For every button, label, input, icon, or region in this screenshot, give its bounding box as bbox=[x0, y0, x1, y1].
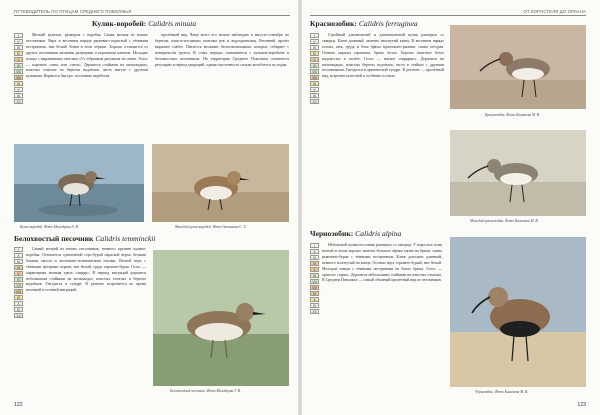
month-cell: I bbox=[14, 247, 23, 252]
month-cell: V bbox=[310, 267, 319, 272]
chernozobik-text: Небольшой кулик-песочник размером со скворца. У взрослых птиц весной и летом хорошо заметно большое чёрное пятно на брюхе, спина рыжевато-бурая с тёмными пестринами. Клюв довольно длинный, немного изогнутый на конце. Осенью верх серовато-бурый, низ белый. Молодые птицы с тёмными пестринами на боках брюха. Голос — хриплое «трии». Держится небольшими стайками на илистых отмелях. В Среднем Поволжье — самый обычный пролётный вид из песочников. bbox=[322, 243, 442, 283]
month-cell: VIII bbox=[15, 75, 22, 80]
species1-text-col2: пролётный вид. Чаще всего его можно наблюдать в августе-сентябре по берегам, илисто-песчаным отмелям рек и водохранилищ. Весенний пролёт выражен слабее. Питается мелкими беспозвоночными, которых собирает с поверхности грунта. В стаях нередко смешивается с куликом-воробьём и белохвостым песочником. На территории Среднего Поволжья отмечается регулярно в период миграций, однако численность сильно колеблется по годам. bbox=[155, 33, 289, 67]
month-cell: XII bbox=[310, 99, 319, 104]
month-cell: VIII bbox=[311, 75, 318, 80]
krasnozobik-text: Стройный длинноногий и длинноклювый кулик размером со скворца. Клюв длинный, заметно изогнутый книзу. В весеннем наряде голова, шея, грудь и бока брюха красновато-ржавые, спина пёстрая. Осенью окраска сероватая, брюхо белое. Хорошо заметное белое надхвостье в полёте. Голос — мягкое «чирррип». Держится на мелководьях, илистых берегах водоёмов, часто в стайках с другими песочниками. Гнездится в арктической тундре. В регионе — пролётный вид, встречается весной и особенно осенью. bbox=[322, 33, 444, 79]
month-cell: VI bbox=[310, 63, 319, 68]
month-cell: III bbox=[310, 45, 319, 50]
photo-belokhvosty-pesochnik bbox=[153, 250, 289, 386]
month-cell: II bbox=[310, 249, 319, 254]
species-name: Краснозобик bbox=[310, 19, 355, 28]
left-running-head: ПУТЕВОДИТЕЛЬ ПО ПТИЦАМ СРЕДНЕГО ПОВОЛЖЬЯ bbox=[14, 9, 132, 14]
month-cell: XI bbox=[310, 303, 319, 308]
species-name: Чернозобик bbox=[310, 229, 351, 238]
month-calendar-species2 bbox=[14, 247, 23, 319]
month-cell: III bbox=[310, 255, 319, 260]
month-cell: IV bbox=[14, 265, 23, 270]
photo-krasnozobik-juvenile bbox=[450, 130, 586, 216]
month-cell: VII bbox=[14, 283, 23, 288]
species-title-belokhvosty-pesochnik bbox=[14, 234, 155, 243]
species-title-krasnozobik: Краснозобик: Calidris ferruginea bbox=[310, 19, 418, 28]
month-cell: IV bbox=[14, 51, 23, 56]
photo-chernozobik bbox=[450, 237, 586, 387]
month-cell: II bbox=[310, 39, 319, 44]
month-calendar-krasnozobik bbox=[310, 33, 319, 105]
species2-text: Самый мелкий из наших песочников, немного крупнее кулика-воробья. Отличается однотонной серо-бурой окраской верха, белыми боками хвоста и желтовато-зеленоватыми ногами. Весной верх с тёмными центрами перьев, низ белый, грудь серовато-бурая. Голос — характерная звонкая трель «тиррр». В период миграций держится небольшими стайками на мелководье, илистых отмелях и берегах водоёмов. Гнездится в тундре. В регионе встречается во время весенней и осенней миграций. bbox=[26, 247, 146, 293]
month-cell: XI bbox=[14, 307, 23, 312]
photo-kulik-vorobey-adult bbox=[14, 144, 144, 222]
species-title-chernozobik: Чернозобик: Calidris alpina bbox=[310, 229, 402, 238]
month-cell: II bbox=[14, 39, 23, 44]
month-cell: VII bbox=[310, 69, 319, 74]
caption-belokhvosty-pesochnik: Белохвостый песочник. Фото Молодцова Т. В. bbox=[170, 389, 241, 393]
right-page bbox=[300, 0, 600, 415]
month-cell: VII bbox=[310, 279, 319, 284]
species-latin: Calidris temminckii bbox=[95, 234, 156, 243]
month-cell: X bbox=[14, 301, 23, 306]
month-cell: III bbox=[14, 259, 23, 264]
month-cell: IX bbox=[310, 291, 319, 296]
month-cell: X bbox=[14, 87, 23, 92]
month-cell: VI bbox=[310, 273, 319, 278]
caption-kulik-vorobey-adult: Кулик-воробей. Фото Молодцова А. В. bbox=[20, 225, 79, 229]
species-latin: Calidris ferruginea bbox=[358, 19, 418, 28]
caption-chernozobik: Чернозобик. Фото Каменева М. В. bbox=[475, 390, 529, 394]
month-cell: V bbox=[14, 271, 23, 276]
month-cell: IX bbox=[310, 81, 319, 86]
month-cell: VIII bbox=[311, 285, 318, 290]
month-cell: III bbox=[14, 45, 23, 50]
month-cell: I bbox=[310, 243, 319, 248]
month-cell: X bbox=[310, 297, 319, 302]
caption-kulik-vorobey-juvenile: Молодой кулик-воробей. Фото Асташева С. Т. bbox=[175, 225, 247, 229]
month-cell: I bbox=[14, 33, 23, 38]
month-cell: IX bbox=[14, 81, 23, 86]
species-latin: Calidris alpina bbox=[355, 229, 402, 238]
month-cell: VI bbox=[14, 63, 23, 68]
month-cell: II bbox=[14, 253, 23, 258]
photo-kulik-vorobey-juvenile bbox=[152, 144, 289, 222]
month-cell: VI bbox=[14, 277, 23, 282]
caption-krasnozobik-adult: Краснозобик. Фото Каменева М. В. bbox=[485, 113, 540, 117]
month-cell: I bbox=[310, 33, 319, 38]
month-cell: IV bbox=[310, 261, 319, 266]
month-cell: XII bbox=[310, 309, 319, 314]
month-cell: IX bbox=[14, 295, 23, 300]
species-name: Белохвостый песочник bbox=[14, 234, 94, 243]
photo-krasnozobik-adult bbox=[450, 25, 586, 109]
month-cell: IV bbox=[310, 51, 319, 56]
month-cell: XII bbox=[14, 99, 23, 104]
month-cell: XII bbox=[14, 313, 23, 318]
month-calendar-species1 bbox=[14, 33, 23, 105]
month-cell: VIII bbox=[15, 289, 22, 294]
month-cell: V bbox=[14, 57, 23, 62]
month-cell: XI bbox=[310, 93, 319, 98]
species-name: Кулик-воробей bbox=[92, 19, 144, 28]
left-page-number: 122 bbox=[14, 402, 23, 408]
right-page-number: 123 bbox=[577, 402, 586, 408]
left-header-rule bbox=[14, 15, 290, 16]
species1-text-col1: Мелкий куличок, размером с воробья. Самая мелкая из наших песочников. Верх в весеннем наряде рыжевато-охристый с тёмными пестринами, низ белый. Клюв и ноги чёрные. Хорошо отличается от других песочников мелкими размерами и короткими клювом. Молодые птицы с выраженным светлым «V»-образным рисунком на спине. Голос — короткое «чип» или «тити». Держится стайками на мелководьях, илистых отмелях по берегам водоёмов, часто вместе с другими куликами. Кормится быстро, постоянно перебегая. bbox=[26, 33, 148, 79]
month-cell: V bbox=[310, 57, 319, 62]
month-cell: XI bbox=[14, 93, 23, 98]
month-cell: VII bbox=[14, 69, 23, 74]
caption-krasnozobik-juvenile: Молодой краснозобик. Фото Каменева М. В. bbox=[470, 219, 539, 223]
right-header-rule bbox=[310, 15, 586, 16]
right-running-head: ОТ КОРОСТЕЛЯ ДО ОРЛАНА bbox=[523, 9, 586, 14]
species-latin: Calidris minuta bbox=[148, 19, 197, 28]
month-cell: X bbox=[310, 87, 319, 92]
species-title-kulik-vorobey: Кулик-воробей: Calidris minuta bbox=[92, 19, 197, 28]
month-calendar-chernozobik bbox=[310, 243, 319, 315]
